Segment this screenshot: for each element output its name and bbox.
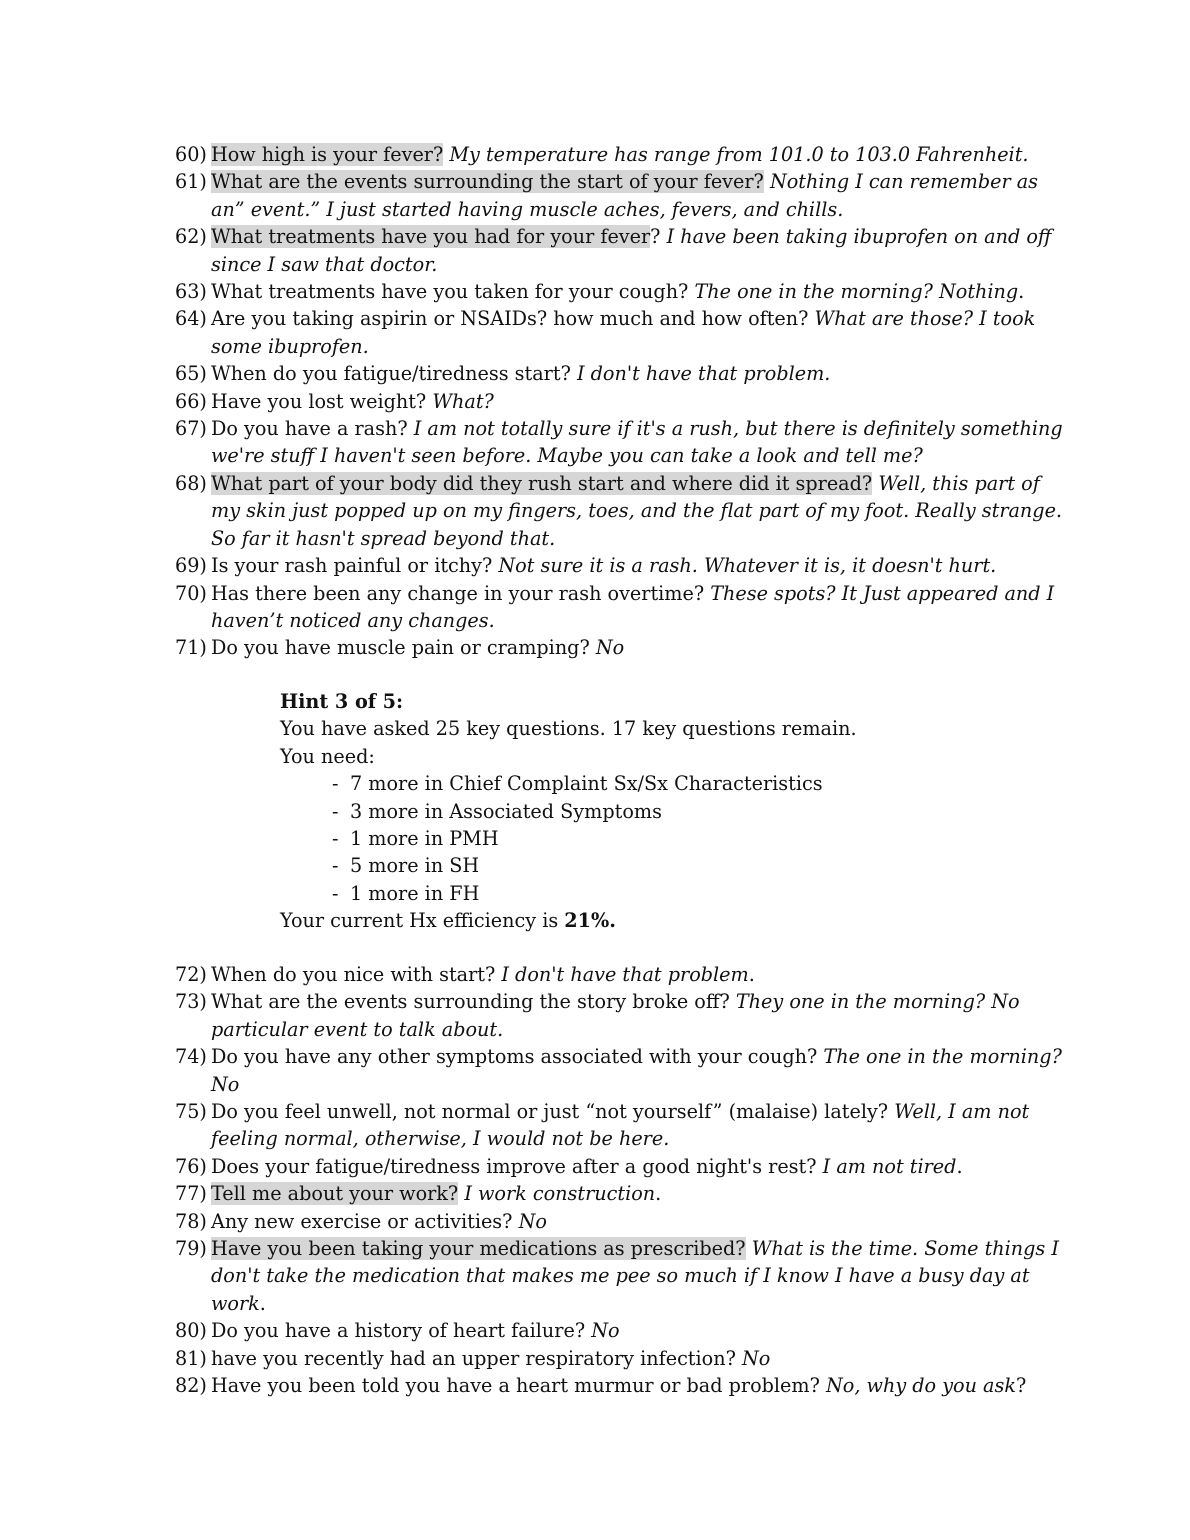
question-number: 68) (175, 471, 207, 495)
question-number: 74) (175, 1045, 207, 1069)
question-number: 63) (175, 280, 207, 304)
question-text: What part of your body did they rush start and where did it spread? (211, 471, 873, 495)
answer-text: I don't have that problem (501, 963, 749, 986)
question-item (175, 223, 1070, 278)
answer-text: What? (432, 389, 494, 413)
question-number: 82) (175, 1374, 207, 1398)
answer-text: What is the time. Some things I don't take the medication that makes me pee so much if I know I have a busy day at work (211, 1237, 1059, 1315)
question-text: Has there been any change in your rash overtime? (211, 581, 705, 605)
question-text: have you recently had an upper respiratory infection? (211, 1346, 736, 1370)
question-text: What treatments have you taken for your cough? (211, 280, 689, 304)
question-text: What are the events surrounding the start of your fever? (211, 170, 764, 194)
question-number: 69) (175, 554, 207, 578)
question-number: 62) (175, 225, 207, 249)
question-text: When do you fatigue/tiredness start? (211, 362, 571, 386)
answer-text: Well, this part of my skin just popped up on my fingers, toes, and the flat part of my foot. Really strange. So far it hasn't spread beyond that. (211, 471, 1063, 550)
answer-text: My temperature has range from 101.0 to 103.0 Fahrenheit. (449, 143, 1029, 166)
answer-tail: ? (1015, 1374, 1027, 1398)
question-text: Do you have a history of heart failure? (211, 1319, 586, 1343)
answer-text: What are those? I took some ibuprofen. (211, 307, 1036, 358)
efficiency-value: 21%. (564, 909, 616, 933)
hint-need-item: - 7 more in Chief Complaint Sx/Sx Characteristics (332, 770, 1070, 797)
question-text: How high is your fever? (211, 143, 444, 166)
answer-text: The one in the morning? Nothing (694, 280, 1019, 304)
answer-text: Well, I am not feeling normal, otherwise, I would not be here. (211, 1100, 1030, 1151)
question-number: 76) (175, 1154, 207, 1178)
answer-text: I am not tired (822, 1154, 957, 1178)
question-list-a (175, 141, 1070, 662)
question-item (175, 1235, 1070, 1317)
dash-icon: - (332, 881, 339, 905)
question-item (175, 1372, 1070, 1399)
hint-need-item: - 5 more in SH (332, 852, 1070, 879)
question-number: 66) (175, 389, 207, 413)
question-item (175, 1043, 1070, 1098)
question-item (175, 961, 1070, 988)
answer-text: I work construction (464, 1182, 656, 1206)
question-text: Do you feel unwell, not normal or just “not yourself” (malaise) lately? (211, 1100, 889, 1124)
answer-tail: . (259, 1291, 266, 1315)
question-text: Have you been taking your medications as prescribed? (211, 1237, 746, 1261)
answer-text: The one in the morning? No (211, 1045, 1062, 1096)
question-number: 61) (175, 170, 207, 194)
hint-need-item: - 1 more in FH (332, 880, 1070, 907)
question-item (175, 415, 1070, 470)
question-item (175, 1153, 1070, 1180)
answer-text: I have been taking ibuprofen on and off since I saw that doctor. (211, 225, 1052, 276)
question-text: Do you have a rash? (211, 417, 408, 441)
question-number: 79) (175, 1237, 207, 1261)
question-item (175, 388, 1070, 415)
question-text: Any new exercise or activities? (211, 1209, 513, 1233)
hint-need-label: You need: (280, 744, 375, 768)
question-number: 72) (175, 963, 207, 986)
question-number: 60) (175, 143, 207, 166)
hint-title: Hint 3 of 5: (280, 690, 404, 713)
question-number: 67) (175, 417, 207, 441)
answer-text: Nothing I can remember as an” event.” I just started having muscle aches, fevers, and chills. (211, 170, 1039, 221)
question-text: Have you been told you have a heart murmur or bad problem? (211, 1374, 820, 1398)
answer-tail: . (1018, 280, 1025, 304)
question-number: 70) (175, 581, 207, 605)
question-item (175, 580, 1070, 635)
answer-text: I don't have that problem. (576, 362, 831, 386)
dash-icon: - (332, 854, 339, 878)
question-number: 71) (175, 636, 207, 660)
question-item (175, 168, 1070, 223)
question-item (175, 1180, 1070, 1207)
question-item (175, 1098, 1070, 1153)
question-number: 73) (175, 990, 207, 1014)
dash-icon: - (332, 772, 339, 796)
question-item (175, 634, 1070, 661)
answer-text: Not sure it is a rash. Whatever it is, it doesn't hurt. (498, 554, 997, 578)
question-text: Have you lost weight? (211, 389, 427, 413)
question-text: Do you have muscle pain or cramping? (211, 636, 590, 660)
question-tail: ? (650, 225, 661, 249)
hint-need-item: - 1 more in PMH (332, 825, 1070, 852)
question-item (175, 360, 1070, 387)
hint-efficiency: Your current Hx efficiency is 21%. (280, 909, 616, 933)
question-item (175, 305, 1070, 360)
answer-text: No (741, 1346, 771, 1370)
answer-text: I am not totally sure if it's a rush, but there is definitely something we're stuff I haven't seen before. Maybe you can take a look and tell me? (211, 417, 1063, 468)
question-number: 75) (175, 1100, 207, 1124)
question-number: 78) (175, 1209, 207, 1233)
question-item (175, 141, 1070, 168)
question-item (175, 470, 1070, 552)
question-text: Is your rash painful or itchy? (211, 554, 493, 578)
question-item (175, 552, 1070, 579)
question-item (175, 278, 1070, 305)
answer-text: No (595, 636, 625, 660)
answer-tail: . (748, 963, 755, 986)
question-text: When do you nice with start? (211, 963, 496, 986)
dash-icon: - (332, 827, 339, 851)
question-number: 81) (175, 1346, 207, 1370)
question-text: Do you have any other symptoms associated with your cough? (211, 1045, 818, 1069)
answer-text: They one in the morning? No particular event to talk about. (211, 990, 1020, 1041)
answer-text: No, why do you ask (826, 1374, 1016, 1398)
question-number: 80) (175, 1319, 207, 1343)
answer-tail: . (956, 1154, 963, 1178)
question-text: Are you taking aspirin or NSAIDs? how much and how often? (211, 307, 809, 331)
dash-icon: - (332, 799, 339, 823)
answer-text: No (591, 1319, 620, 1343)
question-text: Does your fatigue/tiredness improve after a good night's rest? (211, 1154, 817, 1178)
question-item (175, 1345, 1070, 1372)
hint-box (280, 688, 1070, 935)
question-number: 65) (175, 362, 207, 386)
hint-need-item: - 3 more in Associated Symptoms (332, 798, 1070, 825)
hint-needs-list (280, 770, 1070, 907)
question-item (175, 1317, 1070, 1344)
question-number: 77) (175, 1182, 207, 1206)
hint-summary: You have asked 25 key questions. 17 key questions remain. (280, 717, 857, 741)
question-number: 64) (175, 307, 207, 331)
answer-tail: . (655, 1182, 662, 1206)
question-item (175, 1208, 1070, 1235)
question-list-b (175, 961, 1070, 1400)
answer-text: These spots? It Just appeared and I haven’t noticed any changes. (211, 581, 1055, 632)
question-item (175, 988, 1070, 1043)
question-text: What are the events surrounding the story broke off? (211, 990, 730, 1014)
answer-text: No (518, 1209, 547, 1233)
question-text: Tell me about your work? (211, 1182, 459, 1206)
question-text: What treatments have you had for your fever (211, 225, 651, 249)
